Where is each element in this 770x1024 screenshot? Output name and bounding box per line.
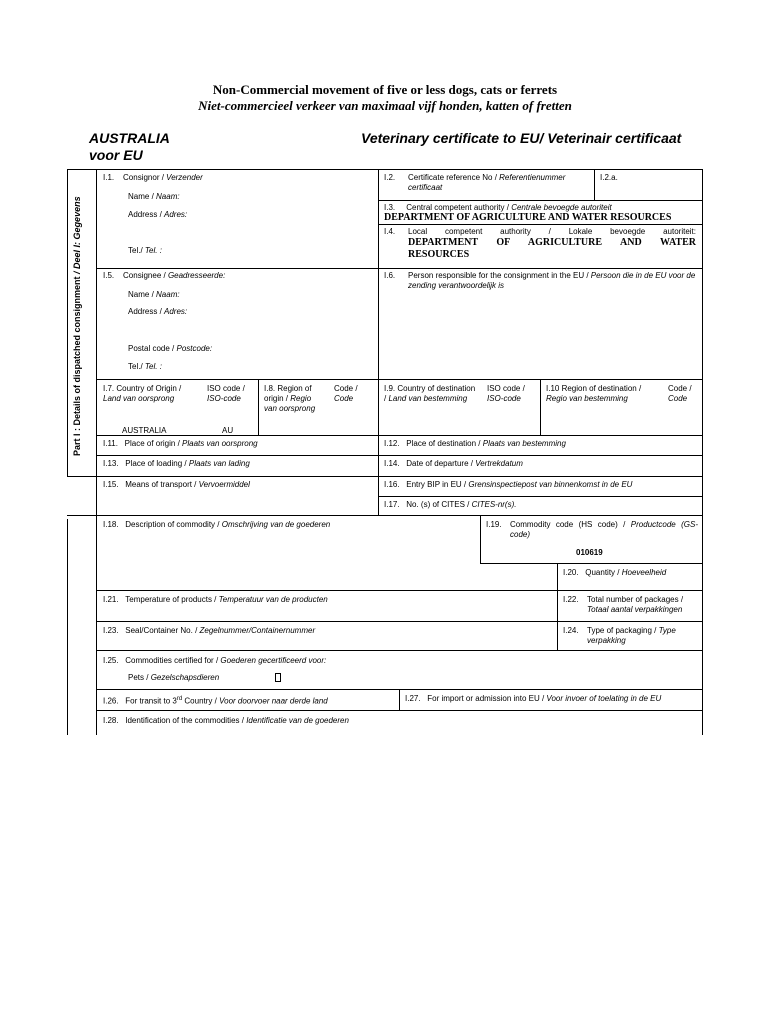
country-line-1: AUSTRALIA <box>89 130 170 146</box>
certificate-reference-label[interactable]: Certificate reference No / Referentienummer certificaat <box>408 173 566 192</box>
consignee-name-label[interactable]: Name / Naam: <box>128 290 180 299</box>
document-title-en: Non-Commercial movement of five or less dogs, cats or ferrets <box>212 82 558 97</box>
side-label-nl: / Deel I: Gegevens <box>72 196 82 274</box>
consignor-name-label[interactable]: Name / Naam: <box>128 192 180 201</box>
local-authority-value: DEPARTMENT OF AGRICULTURE AND WATER RESOURCES <box>408 237 696 260</box>
consignee-tel-label[interactable]: Tel./ Tel. : <box>128 362 162 371</box>
origin-iso-value: AU <box>222 426 234 435</box>
pets-checkbox[interactable] <box>275 673 281 682</box>
temperature-label[interactable]: I.21. Temperature of products / Temperatuur van de producten <box>103 595 328 604</box>
region-destination-code-label: Code / Code <box>668 384 692 403</box>
pets-option-label: Pets / Gezelschapsdieren <box>128 673 220 682</box>
consignor-address-label[interactable]: Address / Adres: <box>128 210 188 219</box>
country-of-destination-label: I.9. Country of destination / Land van bestemming <box>384 384 476 403</box>
consignee-address-label[interactable]: Address / Adres: <box>128 307 188 316</box>
identification-of-commodities-label[interactable]: I.28. Identification of the commodities / Identificatie van de goederen <box>103 716 349 725</box>
type-of-packaging-label[interactable]: Type of packaging / Type verpakking <box>587 626 676 645</box>
box-1-6-num: I.6. <box>384 271 396 280</box>
place-of-loading-label[interactable]: I.13. Place of loading / Plaats van lading <box>103 459 250 468</box>
country-line-2: voor EU <box>89 147 143 163</box>
origin-iso-label: ISO code / ISO-code <box>207 384 245 403</box>
person-responsible-label[interactable]: Person responsible for the consignment in the EU / Persoon die in de EU voor de zending verantwoordelijk is <box>408 271 696 290</box>
issuing-country <box>89 130 170 164</box>
consignee-postal-label[interactable]: Postal code / Postcode: <box>128 344 213 353</box>
box-1-19-num: I.19. <box>486 520 502 529</box>
destination-iso-label: ISO code / ISO-code <box>487 384 525 403</box>
commodity-code-label: Commodity code (HS code) / Productcode (GS-code) <box>510 520 698 539</box>
quantity-label[interactable]: I.20. Quantity / Hoeveelheid <box>563 568 667 577</box>
box-1-5-label: I.5. Consignee / Geadresseerde: <box>103 271 226 280</box>
commodity-code-value: 010619 <box>576 548 603 557</box>
central-authority-value: DEPARTMENT OF AGRICULTURE AND WATER RESOURCES <box>384 212 672 223</box>
total-packages-label[interactable]: Total number of packages / Totaal aantal verpakkingen <box>587 595 684 614</box>
entry-bip-label[interactable]: I.16. Entry BIP in EU / Grensinspectiepost van binnenkomst in de EU <box>384 480 633 489</box>
cites-number-label[interactable]: I.17. No. (s) of CITES / CITES-nr(s). <box>384 500 517 509</box>
box-1-2-num: I.2. <box>384 173 396 182</box>
box-1-2a-label[interactable]: I.2.a. <box>600 173 618 182</box>
transit-third-country-label[interactable]: I.26. For transit to 3rd Country / Voor doorvoer naar derde land <box>103 696 328 706</box>
place-of-origin-label[interactable]: I.11. Place of origin / Plaats van oorsprong <box>103 439 258 448</box>
box-1-3-label: I.3. Central competent authority / Centrale bevoegde autoriteit <box>384 203 612 212</box>
region-of-destination-label: I.10 Region of destination / Regio van bestemming <box>546 384 642 403</box>
seal-container-label[interactable]: I.23. Seal/Container No. / Zegelnummer/Containernummer <box>103 626 316 635</box>
country-of-origin-label: I.7. Country of Origin / Land van oorsprong <box>103 384 182 403</box>
description-of-commodity-label[interactable]: I.18. Description of commodity / Omschrijving van de goederen <box>103 520 331 529</box>
means-of-transport-label[interactable]: I.15. Means of transport / Vervoermiddel <box>103 480 250 489</box>
import-admission-label[interactable]: I.27. For import or admission into EU / Voor invoer of toelating in de EU <box>405 694 662 703</box>
region-of-origin-label: I.8. Region of origin / Regio van oorsprong <box>264 384 316 413</box>
consignor-tel-label[interactable]: Tel./ Tel. : <box>128 246 162 255</box>
local-authority-label: Local competent authority / Lokale bevoegde autoriteit: <box>408 227 696 236</box>
side-label-en: Part I : Details of dispatched consignment <box>72 276 82 456</box>
part-one-side-label <box>72 186 82 456</box>
box-1-4-num: I.4. <box>384 227 396 236</box>
commodities-certified-label: I.25. Commodities certified for / Goederen gecertificeerd voor: <box>103 656 327 665</box>
document-title-nl: Niet-commercieel verkeer van maximaal vijf honden, katten of fretten <box>198 98 572 113</box>
box-1-22-num: I.22. <box>563 595 579 604</box>
date-of-departure-label[interactable]: I.14. Date of departure / Vertrekdatum <box>384 459 523 468</box>
region-origin-code-label: Code / Code <box>334 384 358 403</box>
certificate-title: Veterinary certificate to EU/ Veterinair certificaat <box>361 130 682 146</box>
box-1-1-label: I.1. Consignor / Verzender <box>103 173 203 182</box>
place-of-destination-label[interactable]: I.12. Place of destination / Plaats van bestemming <box>384 439 566 448</box>
country-of-origin-value: AUSTRALIA <box>122 426 167 435</box>
box-1-24-num: I.24. <box>563 626 579 635</box>
